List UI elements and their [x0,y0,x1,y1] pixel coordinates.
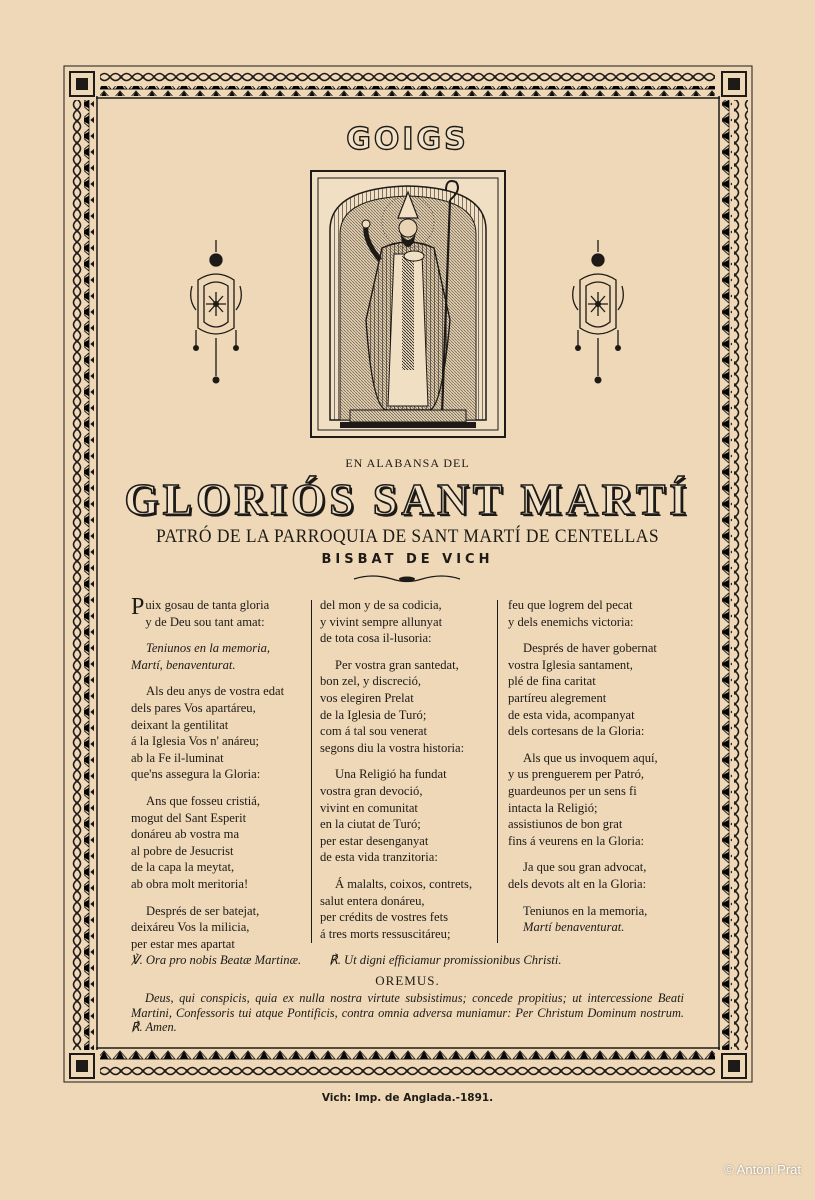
verse-line: Després de haver gobernat [523,641,657,656]
response: ℟. Ut digni efficiamur promissionibus Christi. [329,953,562,967]
patron-line: PATRÓ DE LA PARROQUIA DE SANT MARTÍ DE CENTELLAS [155,526,660,547]
stanza-gap [508,740,684,750]
verse-line: Teniunos en la memoria, [146,641,271,656]
verse-line: en la ciutat de Turó; [320,817,421,832]
verse-line: y de Deu sou tant amat: [145,614,265,629]
verse-line: y dels enemichs victoria: [508,614,634,629]
verse-line: de esta vida tranzitoria: [320,850,438,865]
verse-line: Ja que sou gran advocat, [523,860,647,875]
verse-line: mogut del Sant Esperit [131,810,247,825]
verse-line: Als que us invoquem aquí, [523,750,658,765]
verse-line: de la capa la meytat, [131,860,235,875]
stanza-gap [508,893,684,903]
verse-column-1 [131,594,307,952]
verse-line: salut entera donáreu, [320,893,425,908]
verse-line: Á malalts, coixos, contrets, [335,876,473,891]
stanza-gap [508,630,684,640]
oremus-heading: OREMUS. [375,973,440,988]
stanza-gap [320,756,492,766]
verse-line: per estar desenganyat [320,833,429,848]
verse-line: de esta vida, acompanyat [508,707,635,722]
verse-line: Ans que fosseu cristiá, [146,793,261,808]
verse-line: al pobre de Jesucrist [131,843,234,858]
stanza-gap [320,647,492,657]
stanza-gap [131,783,307,793]
verse-line: plé de fina caritat [508,674,596,689]
stanza-gap [131,673,307,683]
verse-line: de la Iglesia de Turó; [320,707,427,722]
verse-line: bon zel, y discreció, [320,674,422,689]
verse-line: del mon y de sa codicia, [320,598,442,612]
verse-line: fins á veurens en la Gloria: [508,833,645,848]
stanza-gap [508,849,684,859]
verse-line: guardeunos per un sens fi [508,783,637,798]
hanging-ornament-icon [188,240,244,390]
verse-line: Una Religió ha fundat [335,767,447,782]
verse-line [131,594,307,620]
verse-line: Per vostra gran santedat, [335,657,459,672]
drop-cap: P [131,594,145,620]
verse-line: de tota cosa il-lusoria: [320,631,432,646]
prayer-body: Deus, qui conspicis, quia ex nulla nostra virtute subsistimus; concede propitius; ut intercessione Beati Martini, Confessoris tui atque Pontificis, contra omnia adversa muniamur: Per Christum Dominum nostrum. ℟. Amen. [131,991,684,1035]
verse-line: Després de ser batejat, [146,903,260,918]
verse-line: deixant la gentilitat [131,717,229,732]
verse-line: dels devots alt en la Gloria: [508,876,647,891]
verse-line: y vivint sempre allunyat [320,614,443,629]
verse-line: vostra Iglesia santament, [508,657,633,672]
column-divider [497,600,498,943]
saint-martin-engraving [310,170,506,438]
verse-line: ab la Fe il-luminat [131,750,224,765]
verse-line: segons diu la vostra historia: [320,740,465,755]
verse-line: vivint en comunitat [320,800,418,815]
verse-line: que'ns assegura la Gloria: [131,767,261,782]
verse-line: dels pares Vos apartáreu, [131,700,256,715]
verse-line: ab obra molt meritoria! [131,876,249,891]
verse-line: partíreu alegrement [508,690,607,705]
versicle: ℣. Ora pro nobis Beatæ Martinæ. [131,953,302,967]
subtitle: EN ALABANSA DEL [345,456,470,470]
verse-line: vos elegiren Prelat [320,690,414,705]
verse-line: y us prenguerem per Patró, [508,767,645,782]
verse-line: donáreu ab vostra ma [131,827,240,842]
verse-line: deixáreu Vos la milicia, [131,920,250,935]
verse-column-3 [508,597,684,936]
verse-line: Martí, benaventurat. [131,657,236,672]
copyright-watermark: © Antoni Prat [724,1162,801,1177]
verse-line: feu que logrem del pecat [508,598,633,612]
verse-line: com á tal sou venerat [320,724,428,739]
column-divider [311,600,312,943]
verse-column-2 [320,597,492,942]
verse-line: Als deu anys de vostra edat [146,684,285,699]
stanza-gap [131,893,307,903]
page-title: GOIGS [346,122,469,157]
stanza-gap [320,866,492,876]
verse-line: á la Iglesia Vos n' anáreu; [131,734,260,749]
verse-line: vostra gran devoció, [320,783,423,798]
flourish-divider-icon [352,573,462,585]
printer-line: Vich: Imp. de Anglada.-1891. [321,1092,494,1104]
verse-line: á tres morts ressuscitáreu; [320,926,451,941]
verse-line: assistiunos de bon grat [508,817,623,832]
diocese-line: BISBAT DE VICH [321,552,494,567]
prayer-text [131,991,684,1035]
hanging-ornament-icon [570,240,626,390]
verse-line: per estar mes apartat [131,936,235,951]
verse-line: per crédits de vostres fets [320,910,448,925]
verse-line: Teniunos en la memoria, [523,903,648,918]
stanza-gap [131,630,307,640]
verse-line: dels cortesans de la Gloria: [508,724,645,739]
verse-line: Martí benaventurat. [523,920,625,935]
verse-line: intacta la Religió; [508,800,598,815]
main-title: GLORIÓS SANT MARTÍ [124,475,691,524]
verse-line-rest: uix gosau de tanta gloria [145,598,270,612]
versicle-line [131,952,691,968]
